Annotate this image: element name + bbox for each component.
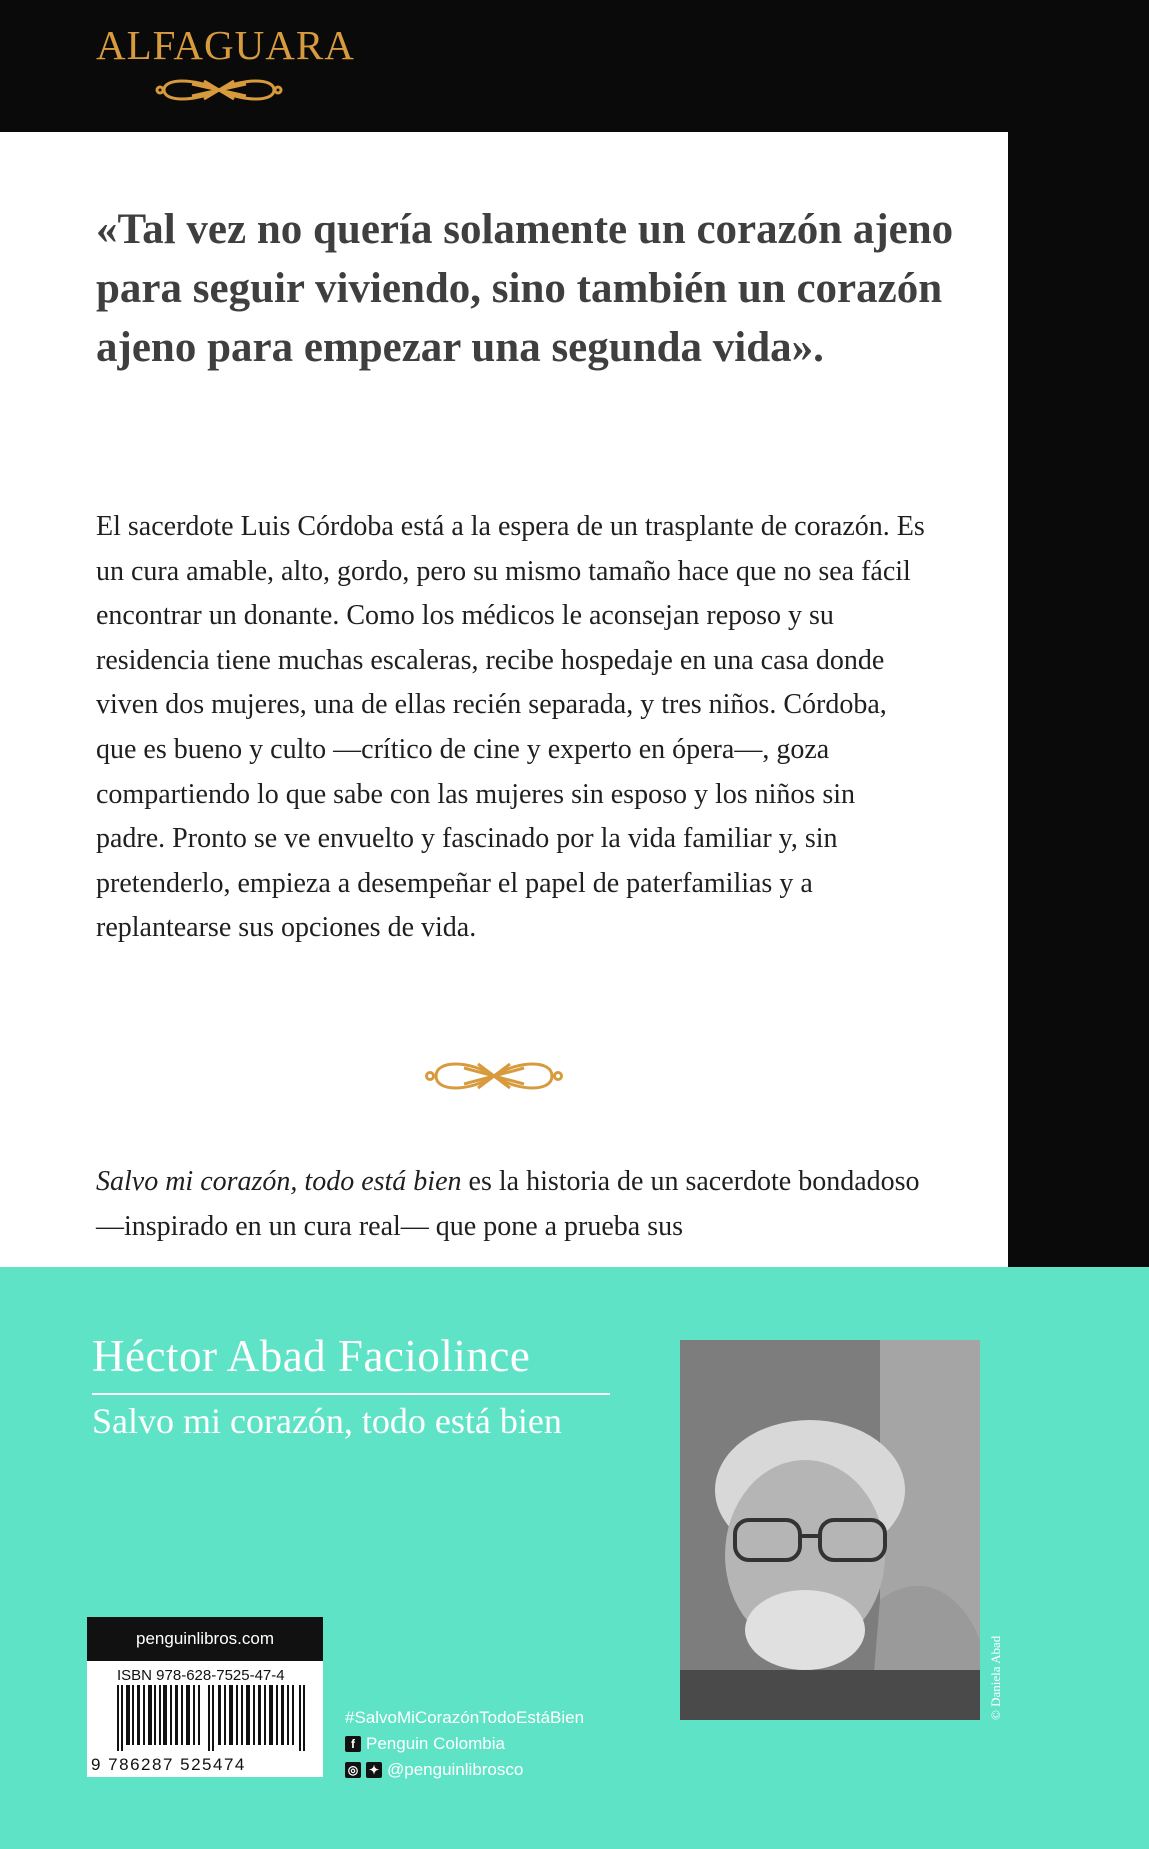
publisher-name: ALFAGUARA	[96, 22, 355, 68]
pull-quote: «Tal vez no quería solamente un corazón ajeno para seguir viviendo, sino también un corazón ajeno para empezar una segunda vida».	[96, 206, 954, 371]
isbn-label: ISBN 978-628-7525-47-4	[117, 1667, 285, 1684]
twitter-icon: ✦	[366, 1762, 382, 1778]
hashtag-text: #SalvoMiCorazónTodoEstáBien	[345, 1708, 585, 1727]
closing-text: es la historia de un sacerdote bondadoso —inspirado en un cura real— que pone a prueba sus	[96, 1166, 920, 1242]
barcode-box	[87, 1617, 323, 1777]
logo-flourish-icon	[154, 70, 284, 110]
author-portrait-icon	[680, 1340, 980, 1720]
ornament-flourish-icon	[424, 1050, 564, 1102]
title-divider	[92, 1393, 610, 1395]
facebook-row	[345, 1731, 584, 1757]
synopsis-text: El sacerdote Luis Córdoba está a la espera de un trasplante de corazón. Es un cura amable, alto, gordo, pero su mismo tamaño hace que no sea fácil encontrar un donante. Como los médicos le aconsejan reposo y su residencia tiene muchas escaleras, recibe hospedaje en una casa donde viven dos mujeres, una de ellas recién separada, y tres niños. Córdoba, que es bueno y culto —crítico de cine y experto en ópera—, goza compartiendo lo que sabe con las mujeres sin esposo y los niños sin padre. Pronto se ve envuelto y fascinado por la vida familiar y, sin pretenderlo, empieza a desempeñar el papel de paterfamilias y a replantearse sus opciones de vida.	[96, 511, 925, 944]
social-handle: @penguinlibrosco	[387, 1760, 524, 1779]
instagram-icon: ◎	[345, 1762, 361, 1778]
book-title: Salvo mi corazón, todo está bien	[92, 1401, 562, 1441]
hashtag-row	[345, 1705, 584, 1731]
instagram-twitter-row	[345, 1757, 584, 1783]
facebook-text: Penguin Colombia	[366, 1734, 505, 1753]
photo-credit	[988, 1706, 1118, 1720]
author-name: Héctor Abad Faciolince	[92, 1331, 531, 1381]
author-photo	[680, 1340, 980, 1720]
facebook-icon: f	[345, 1736, 361, 1752]
barcode-icon	[117, 1685, 307, 1751]
barcode-number: 9 786287 525474	[91, 1755, 246, 1774]
closing-book-title: Salvo mi corazón, todo está bien	[96, 1166, 462, 1197]
social-links	[345, 1705, 584, 1783]
closing-paragraph	[96, 1160, 926, 1249]
publisher-logo	[96, 22, 355, 110]
website-label: penguinlibros.com	[87, 1617, 323, 1661]
